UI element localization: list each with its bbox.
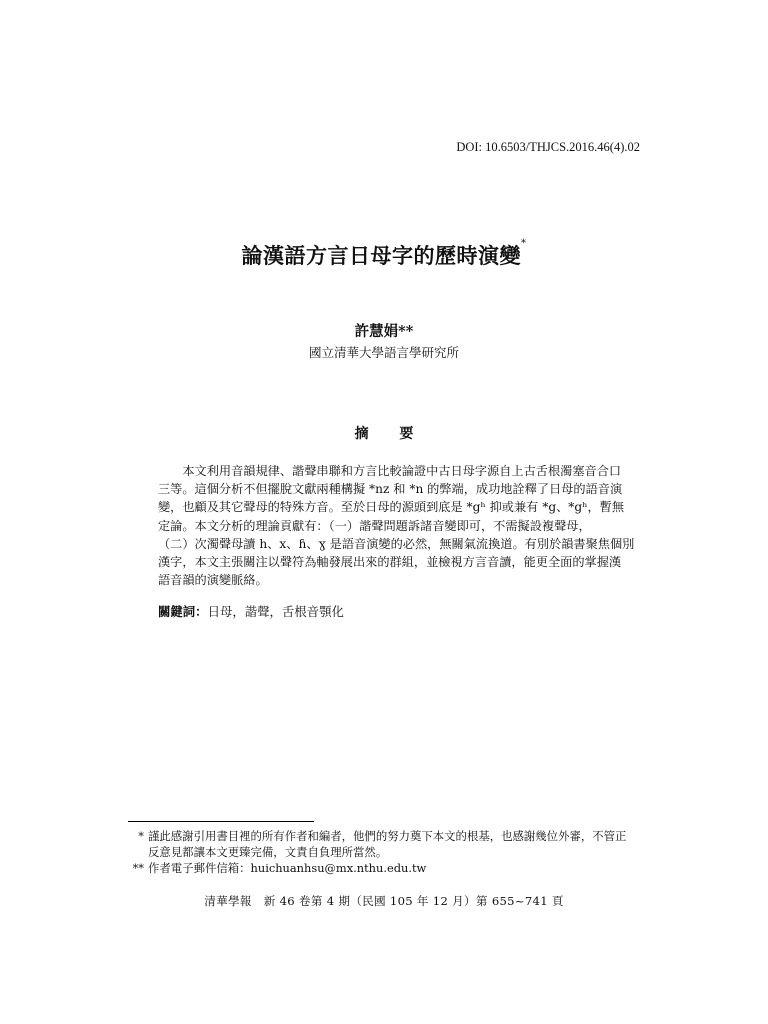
author-affiliation: 國立清華大學語言學研究所 [308,345,459,360]
keywords-text: 日母，諧聲，舌根音顎化 [207,604,344,619]
footnote-mark: ** [132,861,144,875]
footnote-divider [128,821,314,822]
author-name: 許慧娟** [354,323,414,340]
paper-title [0,240,768,270]
title-footnote-marker: * [521,238,527,249]
footnote-line: 作者電子郵件信箱：huichuanhsu@mx.nthu.edu.tw [148,861,427,875]
abstract-line: 本文利用音韻規律、諧聲串聯和方言比較論證中古日母字源自上古舌根濁塞音合口 [158,464,622,478]
footnote-author-email [122,860,652,876]
footnote-mark: * [138,829,144,843]
abstract-line: 三等。這個分析不但擺脫文獻兩種構擬 *nz 和 *n 的弊端，成功地詮釋了日母的語音演 [158,482,623,497]
abstract-line: 語音韻的演變脈絡。 [158,573,268,588]
footnotes [122,828,652,876]
abstract-line: （二）次濁聲母讀 h、x、ɦ、ɣ 是語音演變的必然，無關氣流換道。有別於韻書聚焦個別 [158,536,635,551]
doi: DOI: 10.6503/THJCS.2016.46(4).02 [456,140,640,154]
keywords [158,602,344,620]
abstract-body [158,462,640,589]
journal-citation: 清華學報 新 46 卷第 4 期（民國 105 年 12 月）第 655~741 頁 [204,894,564,908]
abstract-line: 定論。本文分析的理論貢獻有：（一）諧聲問題訴諸音變即可，不需擬設複聲母， [158,518,591,533]
keywords-label: 關鍵詞： [158,604,208,619]
abstract-heading: 摘 要 [354,426,414,442]
paper-title-text: 論漢語方言日母字的歷時演變 [241,243,521,268]
footnote-line: 謹此感謝引用書目裡的所有作者和編者，他們的努力奠下本文的根基，也感謝幾位外審，不管正 [148,829,627,843]
footnote-line: 反意見都讓本文更臻完備，文責自負理所當然。 [148,845,388,859]
abstract-line: 變，也顧及其它聲母的特殊方音。至於日母的源頭到底是 *gʰ 抑或兼有 *g、*gʰ，暫無 [158,500,625,515]
footnote-acknowledgement [122,828,652,860]
abstract-line: 漢字，本文主張關注以聲符為軸發展出來的群組，並檢視方言音讀，能更全面的掌握漢 [158,555,622,570]
